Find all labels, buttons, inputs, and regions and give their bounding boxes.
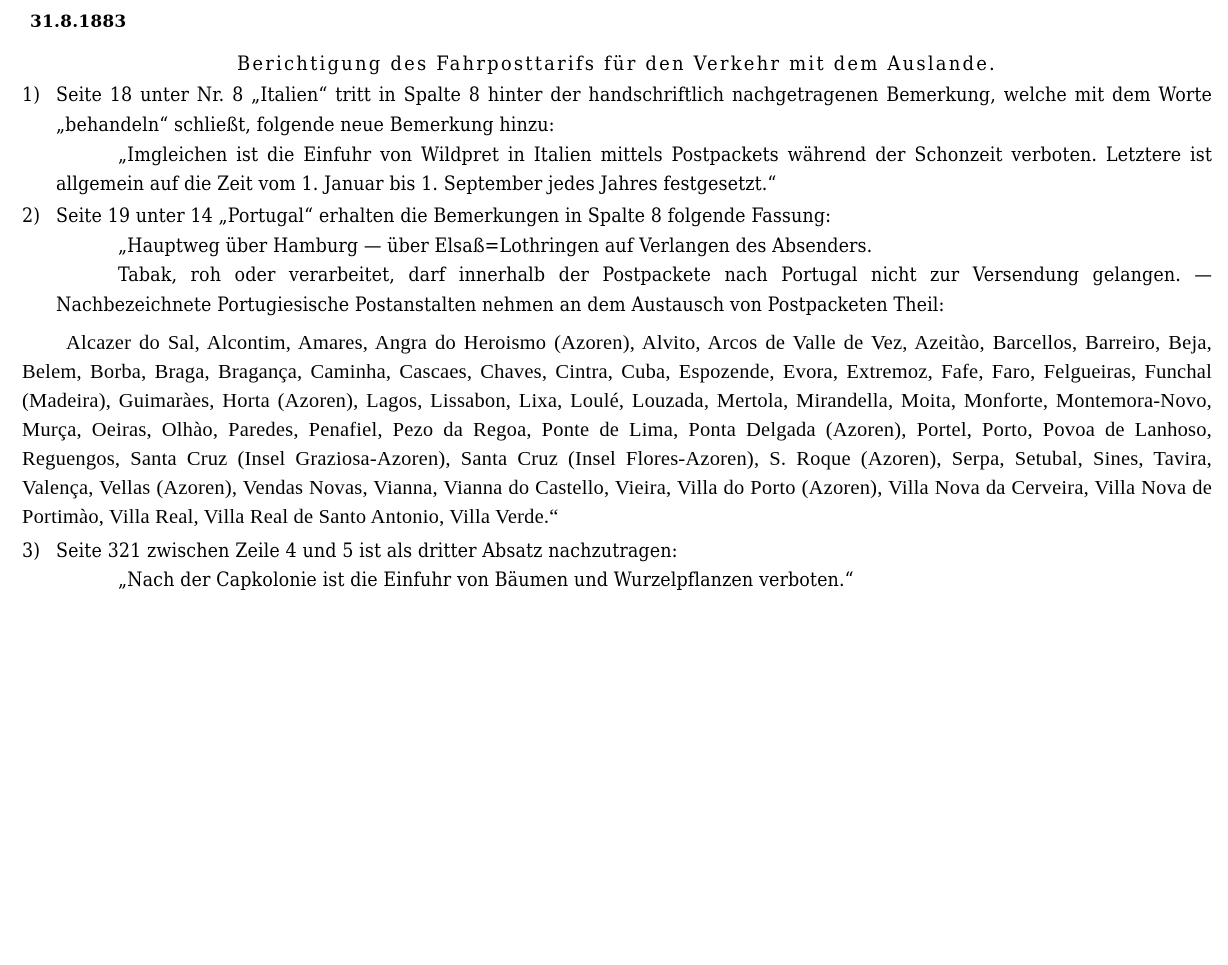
- document-body: [22, 48, 1212, 595]
- item-body: [56, 201, 1212, 320]
- item-paragraph: Seite 321 zwischen Zeile 4 und 5 ist als dritter Absatz nachzutragen:: [56, 538, 678, 562]
- item-paragraph: Seite 19 unter 14 „Portugal“ erhalten die Bemerkungen in Spalte 8 folgende Fassung:: [56, 203, 832, 227]
- item-number: 2): [22, 203, 41, 227]
- item-body: [56, 536, 1212, 595]
- item-number: 3): [22, 538, 41, 562]
- item-paragraph-tobacco: Tabak, roh oder verarbeitet, darf innerhalb der Postpackete nach Portugal nicht zur Versendung gelangen. — Nachbezeichnete Portugiesische Postanstalten nehmen an dem Austausch von Postpacketen Theil:: [56, 263, 1212, 316]
- item-quote: „Nach der Capkolonie ist die Einfuhr von Bäumen und Wurzelpflanzen verboten.“: [118, 568, 854, 592]
- item-quote: „Imgleichen ist die Einfuhr von Wildpret in Italien mittels Postpackets während der Schonzeit verboten. Letztere ist allgemein auf die Zeit vom 1. Januar bis 1. September jedes Jahres festgesetzt.“: [56, 142, 1212, 196]
- portuguese-post-office-list: Alcazer do Sal, Alcontim, Amares, Angra do Heroismo (Azoren), Alvito, Arcos de Valle de Vez, Azeitào, Barcellos, Barreiro, Beja, Belem, Borba, Braga, Bragança, Caminha, Cascaes, Chaves, Cintra, Cuba, Espozende, Evora, Extremoz, Fafe, Faro, Felgueiras, Funchal (Madeira), Guimaràes, Horta (Azoren), Lagos, Lissabon, Lixa, Loulé, Louzada, Mertola, Mirandella, Moita, Monforte, Montemora-Novo, Murça, Oeiras, Olhào, Paredes, Penafiel, Pezo da Regoa, Ponte de Lima, Ponta Delgada (Azoren), Portel, Porto, Povoa de Lanhoso, Reguengos, Santa Cruz (Insel Graziosa-Azoren), Santa Cruz (Insel Flores-Azoren), S. Roque (Azoren), Serpa, Setubal, Sines, Tavira, Valença, Vellas (Azoren), Vendas Novas, Vianna, Vianna do Castello, Vieira, Villa do Porto (Azoren), Villa Nova da Cerveira, Villa Nova de Portimào, Villa Real, Villa Real de Santo Antonio, Villa Verde.“: [22, 332, 1212, 528]
- list-item: [22, 80, 1212, 199]
- item-paragraph: Seite 18 unter Nr. 8 „Italien“ tritt in Spalte 8 hinter der handschriftlich nachgetragenen Bemerkung, welche mit dem Worte „behandeln“ schließt, folgende neue Bemerkung hinzu:: [56, 83, 1212, 137]
- item-quote: „Hauptweg über Hamburg — über Elsaß=Lothringen auf Verlangen des Absenders.: [118, 233, 873, 257]
- item-number: 1): [22, 83, 41, 107]
- item-body: [56, 80, 1212, 199]
- date-line: 31.8.1883: [30, 12, 127, 32]
- list-item: [22, 536, 1212, 595]
- list-item: [22, 201, 1212, 320]
- page-title: Berichtigung des Fahrposttarifs für den Verkehr mit dem Auslande.: [237, 51, 997, 75]
